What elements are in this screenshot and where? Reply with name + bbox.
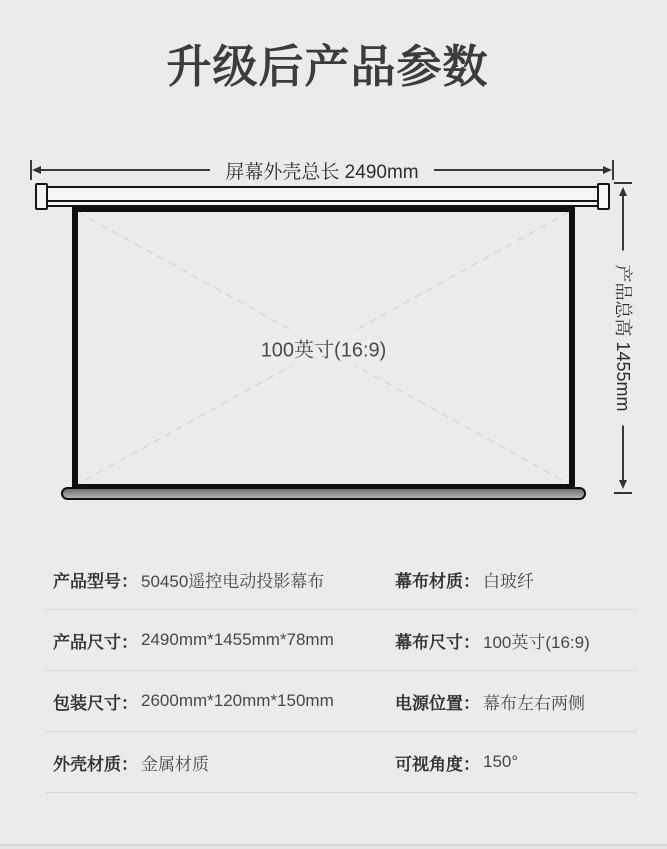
- spec-label: 幕布尺寸：: [395, 632, 480, 652]
- spec-label: 幕布材质：: [395, 571, 480, 591]
- spec-value: 150°: [483, 752, 519, 771]
- dimension-tick: [612, 160, 614, 180]
- dimension-line: [41, 169, 210, 171]
- section-divider: [0, 844, 667, 849]
- housing-lip: [40, 200, 606, 202]
- table-row: [45, 732, 637, 793]
- dimension-tick: [614, 492, 632, 494]
- spec-cell-power-position: [395, 689, 637, 714]
- spec-cell-screen-size: [395, 628, 637, 653]
- housing-endcap-left: [35, 183, 48, 210]
- right-dimension-label: 产品总高 1455mm: [610, 250, 638, 425]
- screen-housing: [38, 186, 608, 207]
- screen-weight-bar: [61, 487, 586, 500]
- spec-value: 50450遥控电动投影幕布: [141, 571, 325, 591]
- spec-value: 2600mm*120mm*150mm: [141, 691, 334, 710]
- spec-value: 2490mm*1455mm*78mm: [141, 630, 334, 649]
- spec-label: 包装尺寸：: [53, 693, 138, 713]
- arrow-left-icon: [32, 166, 41, 174]
- spec-cell-screen-material: [395, 567, 637, 592]
- dimension-tick: [614, 182, 632, 184]
- table-row: [45, 671, 637, 732]
- right-dimension: [612, 182, 636, 494]
- spec-value: 幕布左右两侧: [483, 693, 585, 713]
- dimension-line: [434, 169, 603, 171]
- spec-cell-model: [45, 567, 395, 592]
- spec-cell-shell-material: [45, 750, 395, 775]
- spec-label: 可视角度：: [395, 754, 480, 774]
- top-dimension-label: 屏幕外壳总长 2490mm: [225, 161, 419, 183]
- spec-cell-view-angle: [395, 750, 637, 775]
- table-row: [45, 549, 637, 610]
- spec-table: [45, 549, 637, 793]
- spec-cell-package-size: [45, 689, 395, 714]
- screen-panel: [72, 205, 575, 491]
- arrow-up-icon: [619, 187, 627, 196]
- spec-value: 白玻纤: [483, 571, 534, 591]
- spec-value: 金属材质: [141, 754, 209, 774]
- screen-size-label: 100英寸(16:9): [251, 331, 397, 366]
- spec-label: 产品型号：: [53, 571, 138, 591]
- top-dimension: [30, 157, 614, 183]
- spec-label: 电源位置：: [395, 693, 480, 713]
- housing-endcap-right: [597, 183, 610, 210]
- spec-value: 100英寸(16:9): [483, 632, 590, 652]
- spec-label: 产品尺寸：: [53, 632, 138, 652]
- arrow-right-icon: [603, 166, 612, 174]
- table-row: [45, 610, 637, 671]
- spec-cell-product-size: [45, 628, 395, 653]
- arrow-down-icon: [619, 480, 627, 489]
- spec-label: 外壳材质：: [53, 754, 138, 774]
- page-title: 升级后产品参数: [166, 41, 489, 92]
